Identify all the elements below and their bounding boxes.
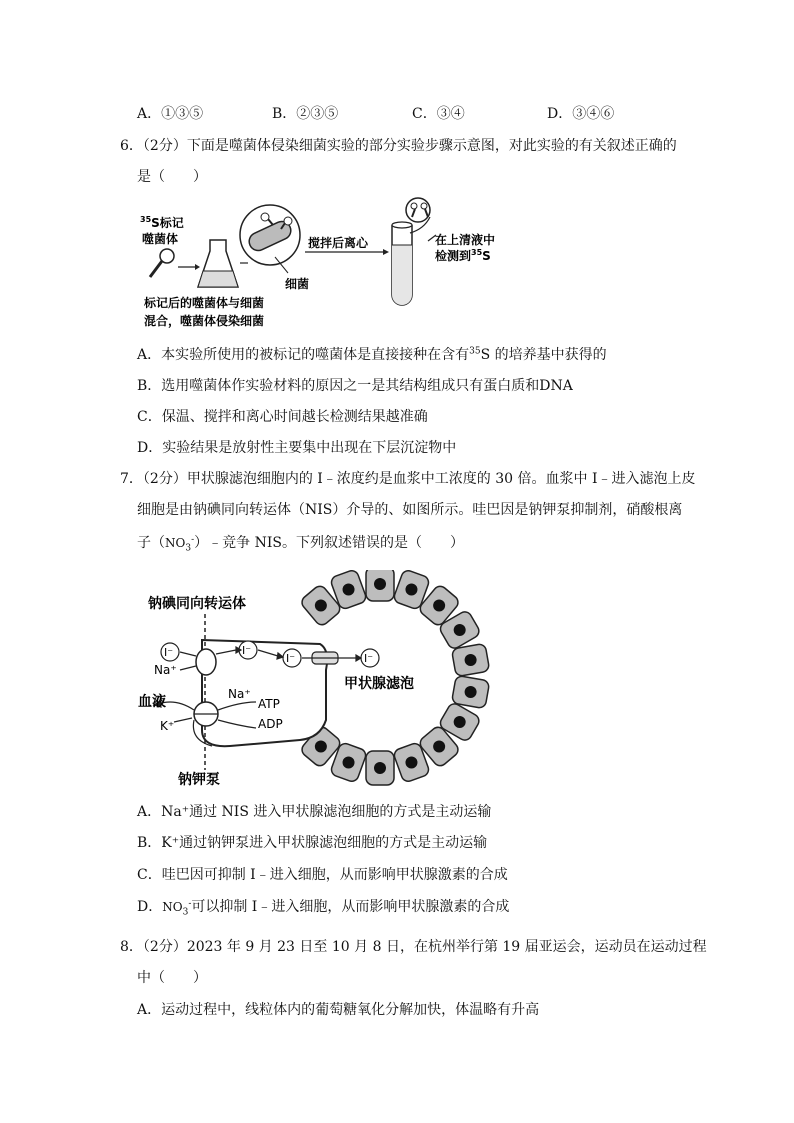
nucleus [433,600,445,612]
q6-option-a-tail: S 的培养基中获得的 [480,347,607,363]
nucleus [454,624,466,636]
q6-figure [140,195,520,335]
phage-icons [406,198,430,222]
nitrate-sup-d: - [188,899,192,909]
q5-option-b[interactable]: B．②③⑤ [272,106,339,122]
nucleus [343,756,355,768]
nucleus [465,654,477,666]
q7-label-adp: ADP [258,717,283,731]
q6-option-b[interactable]: B．选用噬菌体作实验材料的原因之一是其结构组成只有蛋白质和DNA [137,378,573,394]
q6-option-a-sup: 35 [469,346,481,357]
q6-option-c[interactable]: C．保温、搅拌和离心时间越长检测结果越准确 [137,409,428,425]
nitrate-ion-d: NO [162,900,183,914]
nis-transporter-icon [196,649,216,675]
q6-option-a[interactable] [137,344,607,364]
nucleus [454,716,466,728]
q8-stem-line2: 中（ ） [137,970,207,986]
q7-stem-line3-pre: 子（ [137,535,165,551]
q7-label-k: K⁺ [160,719,175,733]
nucleus [405,584,417,596]
q7-label-i-4: I⁻ [364,652,374,665]
q7-label-i-3: I⁻ [286,652,296,665]
nucleus [405,756,417,768]
q7-option-b[interactable]: B．K⁺通过钠钾泵进入甲状腺滤泡细胞的方式是主动运输 [137,835,488,851]
q7-stem-line3-post: ）﹣竞争 NIS。下列叙述错误的是（ ） [194,535,464,551]
q5-option-c[interactable]: C．③④ [412,106,465,122]
q6-stem-line1: 6．（2分）下面是噬菌体侵染细菌实验的部分实验步骤示意图，对此实验的有关叙述正确的 [120,138,677,154]
nitrate-formula [165,535,194,553]
nucleus [315,600,327,612]
q6-label-supernatant2: 检测到$^{35}$S [435,248,491,263]
q7-figure [130,570,500,790]
q6-label-mix1: 标记后的噬菌体与细菌 [144,296,265,310]
q7-label-na2: Na⁺ [228,687,251,701]
flask-icon [198,240,238,287]
q7-label-blood: 血液 [138,694,166,710]
q8-option-a[interactable]: A．运动过程中，线粒体内的葡萄糖氧化分解加快，体温略有升高 [137,1002,540,1018]
q7-option-d[interactable] [137,896,509,917]
q6-stem-line2: 是（ ） [137,169,207,185]
q7-label-na: Na⁺ [154,663,177,677]
nucleus [465,686,477,698]
q7-label-atp: ATP [258,697,280,711]
q6-label-mix2: 混合，噬菌体侵染细菌 [144,314,265,328]
q7-option-c[interactable]: C．哇巴因可抑制 I﹣进入细胞，从而影响甲状腺激素的合成 [137,867,508,883]
nitrate-formula-d [162,899,191,917]
nitrate-ion: NO [165,536,186,550]
q7-option-d-pre: D． [137,899,163,915]
q6-label-bacteria: 细菌 [285,277,310,291]
q6-option-d[interactable]: D．实验结果是放射性主要集中出现在下层沉淀物中 [137,440,457,456]
q5-option-a[interactable]: A．①③⑤ [137,106,204,122]
nitrate-sup: - [191,535,195,545]
q6-label-phage: 噬菌体 [142,232,179,246]
q7-label-i-2: I⁻ [242,644,252,657]
q7-stem-line3 [137,532,464,553]
q7-stem-line1: 7．（2分）甲状腺滤泡细胞内的 I﹣浓度约是血浆中工浓度的 30 倍。血浆中 I﹣进入滤泡上皮 [120,471,696,487]
q7-option-a[interactable]: A．Na⁺通过 NIS 进入甲状腺滤泡细胞的方式是主动运输 [137,804,492,820]
q6-option-a-text: A．本实验所使用的被标记的噬菌体是直接接种在含有 [137,347,470,363]
nucleus [433,740,445,752]
q6-label-supernatant1: 在上清液中 [435,233,496,247]
q8-stem-line1: 8．（2分）2023 年 9 月 23 日至 10 月 8 日，在杭州举行第 19 届亚运会，运动员在运动过程 [120,939,707,955]
test-tube-icon [392,222,412,305]
sodium-potassium-pump-icon [194,702,218,726]
bacterium-icon [240,205,300,265]
nucleus [343,584,355,596]
q7-label-i-1: I⁻ [164,646,174,659]
q5-option-d[interactable]: D．③④⑥ [547,106,615,122]
nucleus [374,762,386,774]
nitrate-sub-d: 3 [182,907,189,918]
q6-label-stir: 搅拌后离心 [308,236,369,250]
q7-label-pump: 钠钾泵 [178,772,220,788]
nucleus [315,740,327,752]
q7-label-follicle: 甲状腺滤泡 [344,676,414,692]
q7-label-nis: 钠碘同向转运体 [148,596,246,612]
phage-icon [150,249,174,277]
nitrate-sub: 3 [185,543,192,554]
q7-option-d-post: 可以抑制 I﹣进入细胞，从而影响甲状腺激素的合成 [191,899,510,915]
q6-label-35s: $^{35}$S标记 [140,215,184,230]
q7-stem-line2: 细胞是由钠碘同向转运体（NIS）介导的、如图所示。哇巴因是钠钾泵抑制剂，硝酸根离 [137,502,683,518]
nucleus [374,578,386,590]
